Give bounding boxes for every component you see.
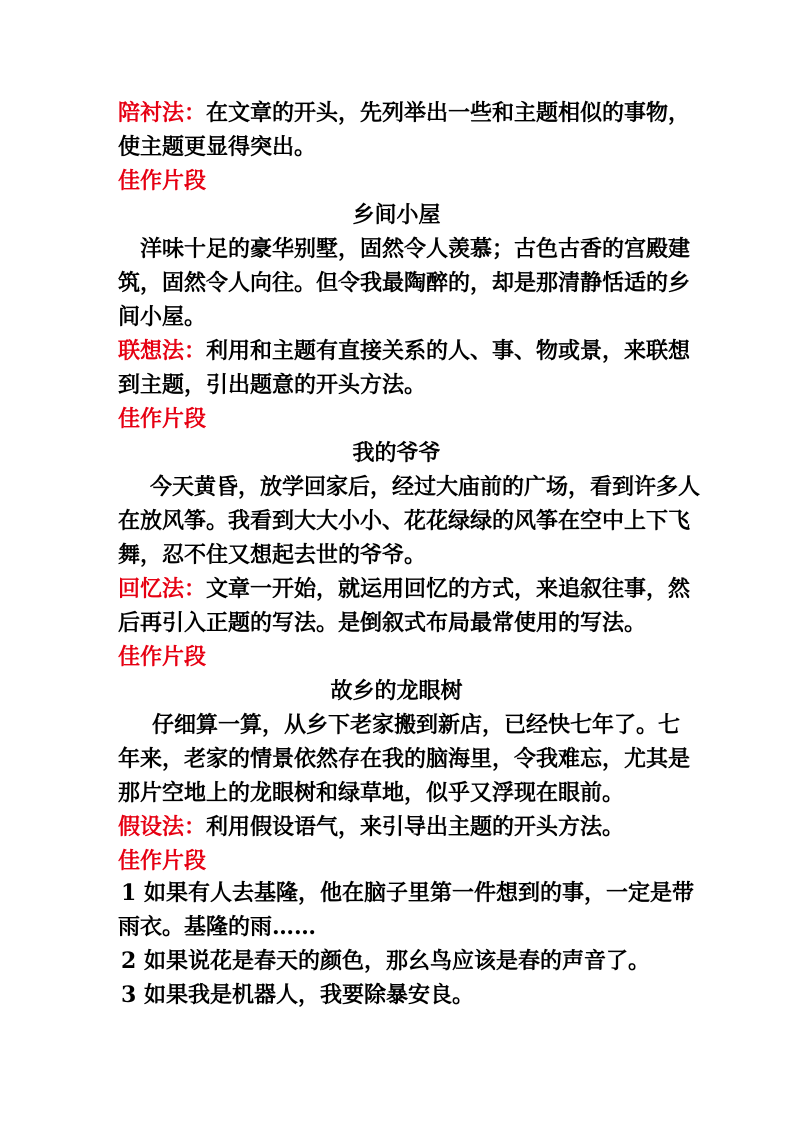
example-text: 间小屋。	[118, 304, 207, 330]
example-item: 2 如果说花是春天的颜色，那幺鸟应该是春的声音了。	[121, 948, 650, 974]
method-label: 回忆法：	[118, 576, 207, 602]
method-intro-line	[118, 810, 624, 844]
method-intro-line	[118, 96, 690, 130]
example-text: 洋味十足的豪华别墅，固然令人羡慕；古色古香的宫殿建	[140, 236, 691, 262]
example-text: 今天黄昏，放学回家后，经过大庙前的广场，看到许多人	[150, 474, 701, 500]
method-text: 在文章的开头，先列举出一些和主题相似的事物，	[206, 100, 691, 126]
method-text: 到主题，引出题意的开头方法。	[118, 372, 427, 398]
example-text: 在放风筝。我看到大大小小、花花绿绿的风筝在空中上下飞	[118, 508, 691, 534]
example-item: 1 如果有人去基隆，他在脑子里第一件想到的事，一定是带	[121, 880, 694, 906]
example-text: 年来，老家的情景依然存在我的脑海里，令我难忘，尤其是	[118, 746, 691, 772]
example-heading: 佳作片段	[118, 848, 207, 874]
method-text: 利用假设语气，来引导出主题的开头方法。	[206, 814, 625, 840]
example-text: 仔细算一算，从乡下老家搬到新店，已经快七年了。七	[152, 712, 681, 738]
example-heading: 佳作片段	[118, 644, 207, 670]
method-text: 后再引入正题的写法。是倒叙式布局最常使用的写法。	[118, 610, 647, 636]
example-item: 3 如果我是机器人，我要除暴安良。	[121, 982, 474, 1008]
example-title: 乡间小屋	[352, 202, 441, 228]
example-text: 那片空地上的龙眼树和绿草地，似乎又浮现在眼前。	[118, 780, 625, 806]
method-label: 联想法：	[118, 338, 207, 364]
method-text: 文章一开始，就运用回忆的方式，来追叙往事，然	[206, 576, 691, 602]
example-text: 筑，固然令人向往。但令我最陶醉的，却是那清静恬适的乡	[118, 270, 691, 296]
method-intro-line	[118, 572, 690, 606]
example-item: 雨衣。基隆的雨……	[118, 914, 317, 940]
method-text: 利用和主题有直接关系的人、事、物或景，来联想	[206, 338, 691, 364]
example-title: 我的爷爷	[352, 440, 441, 466]
method-label: 假设法：	[118, 814, 207, 840]
method-intro-line	[118, 334, 690, 368]
example-heading: 佳作片段	[118, 168, 207, 194]
example-heading: 佳作片段	[118, 406, 207, 432]
example-text: 舞，忍不住又想起去世的爷爷。	[118, 542, 427, 568]
example-title: 故乡的龙眼树	[330, 678, 463, 704]
method-text: 使主题更显得突出。	[118, 134, 317, 160]
method-label: 陪衬法：	[118, 100, 207, 126]
